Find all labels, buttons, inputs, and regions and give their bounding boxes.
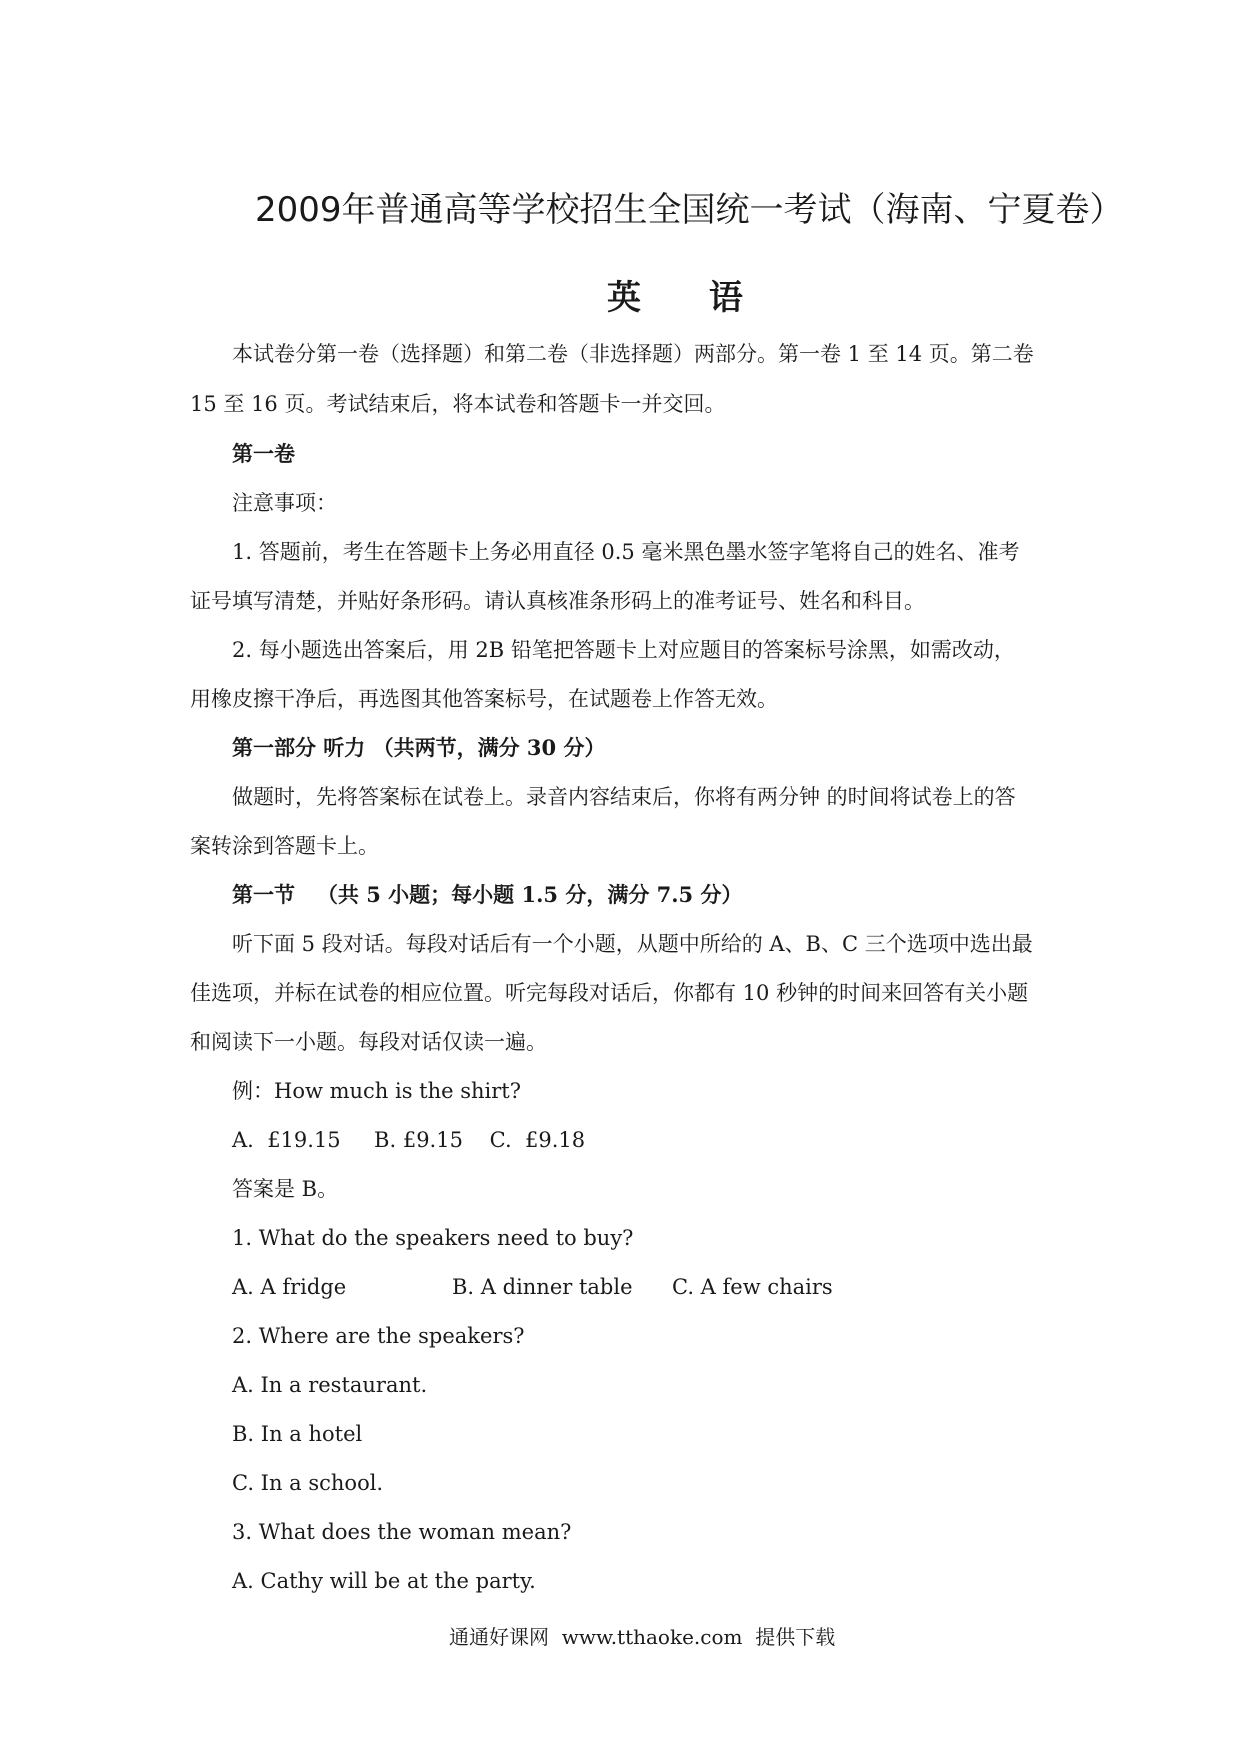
note-1-line-1: 1. 答题前，考生在答题卡上务必用直径 0.5 毫米黑色墨水签字笔将自己的姓名、准考 — [232, 540, 1020, 564]
intro-line-1: 本试卷分第一卷（选择题）和第二卷（非选择题）两部分。第一卷 1 至 14 页。第二卷 — [232, 342, 1034, 366]
note-2-line-1: 2. 每小题选出答案后，用 2B 铅笔把答题卡上对应题目的答案标号涂黑，如需改动， — [232, 638, 1015, 662]
question-2-option-a: A. In a restaurant. — [232, 1373, 428, 1397]
section-one-instructions-line-2: 佳选项，并标在试卷的相应位置。听完每段对话后，你都有 10 秒钟的时间来回答有关小题 — [190, 981, 1029, 1005]
question-2-option-b: B. In a hotel — [232, 1422, 363, 1446]
subject-title: 英 语 — [607, 278, 771, 318]
question-2-option-c: C. In a school. — [232, 1471, 384, 1495]
question-3-option-a: A. Cathy will be at the party. — [232, 1569, 536, 1593]
section-one-instructions-line-1: 听下面 5 段对话。每段对话后有一个小题，从题中所给的 A、B、C 三个选项中选出最 — [232, 932, 1033, 956]
example-options: A. £19.15 B. £9.15 C. £9.18 — [232, 1128, 586, 1152]
part-one-instructions-line-1: 做题时，先将答案标在试卷上。录音内容结束后，你将有两分钟 的时间将试卷上的答 — [232, 785, 1016, 809]
question-1-option-b: B. A dinner table — [452, 1275, 633, 1299]
question-1-option-c: C. A few chairs — [672, 1275, 833, 1299]
notes-heading: 注意事项： — [232, 491, 337, 515]
question-1: 1. What do the speakers need to buy? — [232, 1226, 634, 1250]
part-one-instructions-line-2: 案转涂到答题卡上。 — [190, 834, 379, 858]
part-one-heading: 第一部分 听力 （共两节，满分 30 分） — [232, 735, 606, 760]
question-3: 3. What does the woman mean? — [232, 1520, 572, 1544]
note-1-line-2: 证号填写清楚，并贴好条形码。请认真核准条形码上的准考证号、姓名和科目。 — [190, 589, 925, 613]
question-1-option-a: A. A fridge — [232, 1275, 347, 1299]
page-title: 2009年普通高等学校招生全国统一考试（海南、宁夏卷） — [255, 190, 1124, 230]
page-footer: 通通好课网 www.tthaoke.com 提供下载 — [449, 1625, 836, 1649]
intro-line-2: 15 至 16 页。考试结束后，将本试卷和答题卡一并交回。 — [190, 392, 726, 416]
section-one-heading: 第一节 （共 5 小题；每小题 1.5 分，满分 7.5 分） — [232, 882, 743, 907]
question-2: 2. Where are the speakers? — [232, 1324, 525, 1348]
note-2-line-2: 用橡皮擦干净后，再选图其他答案标号，在试题卷上作答无效。 — [190, 687, 778, 711]
section-one-instructions-line-3: 和阅读下一小题。每段对话仅读一遍。 — [190, 1030, 547, 1054]
example-answer: 答案是 B。 — [232, 1177, 339, 1201]
example-question: 例：How much is the shirt? — [232, 1079, 521, 1103]
volume-one-heading: 第一卷 — [232, 441, 295, 466]
